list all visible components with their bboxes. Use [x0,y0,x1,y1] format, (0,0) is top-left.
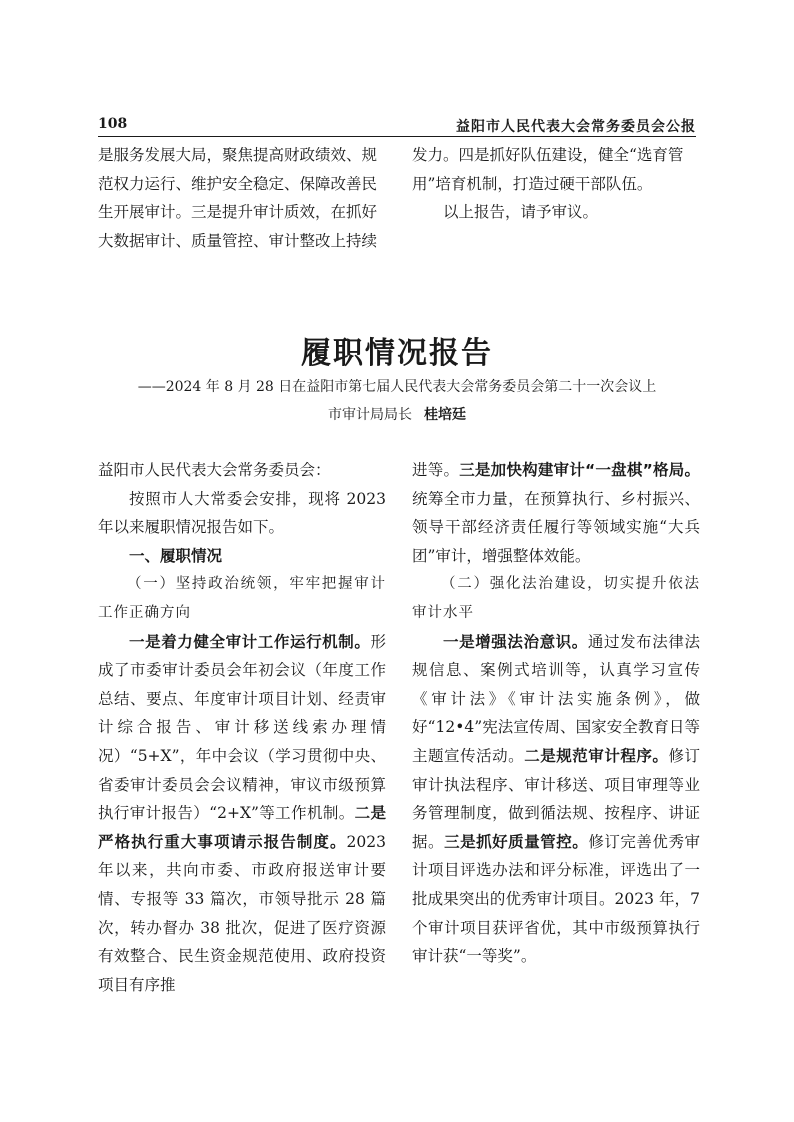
byline-role: 市审计局局长 [328,407,412,423]
paragraph-lead: 三是加快构建审计“一盘棋”格局。 [459,461,700,479]
body-column-right [412,456,700,971]
byline-author: 桂培廷 [424,407,466,423]
paragraph-text: 通过发布法律法规信息、案例式培训等，认真学习宣传《审计法》《审计法实施条例》，做好“12•4”宪法宣传周、国家安全教育日等主题宣传活动。 [412,632,700,765]
paragraph [412,628,700,971]
paragraph [412,456,700,570]
continued-text-right [412,141,700,227]
report-subtitle: ——2024 年 8 月 28 日在益阳市第七届人民代表大会常务委员会第二十一次会议上 [137,379,657,395]
journal-title: 益阳市人民代表大会常务委员会公报 [456,119,696,135]
paragraph-text: 进等。 [412,461,460,479]
text-line: 用”培育机制，打造过硬干部队伍。 [412,174,653,193]
paragraph-text: 2023 年以来，共向市委、市政府报送审计要情、专报等 33 篇次，市领导批示 28 篇次，转办督办 38 批次，促进了医疗资源有效整合、民生资金规范使用、政府投资项目有序推 [98,832,386,994]
intro-paragraph: 按照市人大常委会安排，现将 2023 年以来履职情况报告如下。 [98,489,386,537]
report-byline [0,404,794,424]
section-heading: 一、履职情况 [129,546,223,565]
subsection-heading: （二）强化法治建设，切实提升依法审计水平 [412,576,700,621]
report-title: 履职情况报告 [301,336,493,371]
header-rule [98,136,696,137]
continued-text-left [98,141,386,255]
text-line: 大数据审计、质量管控、审计整改上持续 [98,231,378,250]
page-number: 108 [98,116,128,132]
text-line: 生开展审计。三是提升审计质效，在抓好 [98,203,378,222]
salutation: 益阳市人民代表大会常务委员会： [98,461,331,479]
text-line: 是服务发展大局，聚焦提高财政绩效、规 [98,146,378,164]
paragraph-lead: 二是规范审计程序。 [524,746,669,765]
page-header [98,116,696,136]
paragraph-text: 统筹全市力量，在预算执行、乡村振兴、领导干部经济责任履行等领域实施“大兵团”审计，增强整体效能。 [412,489,700,565]
paragraph-lead: 二是严格执行重大事项请示报告制度。 [98,804,386,851]
text-line: 范权力运行、维护安全稳定、保障改善民 [98,174,378,193]
text-line: 发力。四是抓好队伍建设，健全“选育管 [412,146,684,164]
paragraph-lead: 三是抓好质量管控。 [444,832,589,851]
paragraph [98,628,386,1000]
closing-line: 以上报告，请予审议。 [443,203,599,222]
body-column-left [98,456,386,999]
paragraph-text: 修订审计执法程序、审计移送、项目审理等业务管理制度，做到循法规、按程序、讲证据。 [412,746,700,851]
subsection-heading: （一）坚持政治统领，牢牢把握审计工作正确方向 [98,576,386,621]
paragraph-lead: 一是着力健全审计工作运行机制。 [129,632,371,651]
paragraph-text: 形成了市委审计委员会年初会议（年度工作总结、要点、年度审计项目计划、经责审计综合报告、审计移送线索办理情况）“5+X”，年中会议（学习贯彻中央、省委审计委员会会议精神，审议市级预算执行审计报告）“2+X”等工作机制。 [98,632,386,823]
paragraph-lead: 一是增强法治意识。 [443,632,588,651]
paragraph-text: 修订完善优秀审计项目评选办法和评分标准，评选出了一批成果突出的优秀审计项目。2023 年，7 个审计项目获评省优，其中市级预算执行审计获“一等奖”。 [412,832,700,966]
